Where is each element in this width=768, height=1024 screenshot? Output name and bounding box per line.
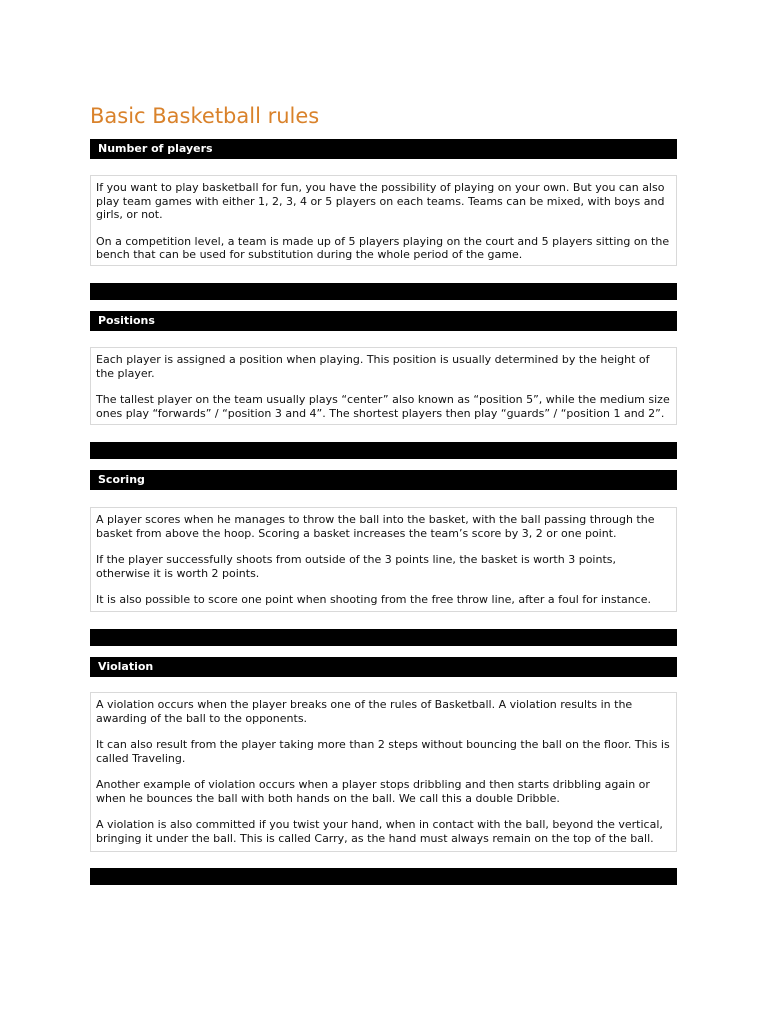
paragraph: A violation occurs when the player breaks one of the rules of Basketball. A violation results in the awarding of the ball to the opponents. — [96, 698, 633, 725]
section-divider — [90, 629, 677, 646]
paragraph: If you want to play basketball for fun, you have the possibility of playing on your own. But you can also play team games with either 1, 2, 3, 4 or 5 players on each teams. Teams can be mixed, with boys and girls, or not. — [96, 181, 665, 221]
paragraph: Each player is assigned a position when playing. This position is usually determined by the height of the player. — [96, 353, 650, 380]
section-positions — [90, 311, 677, 331]
section-scoring — [90, 470, 677, 490]
section-divider — [90, 442, 677, 459]
paragraph: Another example of violation occurs when a player stops dribbling and then starts dribbling again or when he bounces the ball with both hands on the ball. We call this a double Dribble. — [96, 778, 650, 805]
paragraph: It can also result from the player taking more than 2 steps without bouncing the ball on the floor. This is called Traveling. — [96, 738, 670, 765]
section-body — [90, 175, 677, 266]
paragraph: On a competition level, a team is made up of 5 players playing on the court and 5 players sitting on the bench that can be used for substitution during the whole period of the game. — [96, 234, 670, 261]
section-heading: Number of players — [90, 139, 677, 159]
section-heading: Positions — [90, 311, 677, 331]
paragraph: It is also possible to score one point when shooting from the free throw line, after a foul for instance. — [96, 593, 651, 606]
paragraph: If the player successfully shoots from outside of the 3 points line, the basket is worth 3 points, otherwise it is worth 2 points. — [96, 553, 616, 580]
section-heading: Scoring — [90, 470, 677, 490]
section-body — [90, 347, 677, 425]
section-divider — [90, 868, 677, 885]
section-body — [90, 507, 677, 612]
paragraph: A violation is also committed if you twist your hand, when in contact with the ball, beyond the vertical, bringing it under the ball. This is called Carry, as the hand must always remain on the top of the ball. — [96, 818, 663, 845]
paragraph: The tallest player on the team usually plays “center” also known as “position 5”, while the medium size ones play “forwards” / “position 3 and 4”. The shortest players then play “guards” / “position 1 and 2”. — [96, 393, 670, 420]
section-body — [90, 692, 677, 852]
section-divider — [90, 283, 677, 300]
page-title: Basic Basketball rules — [90, 104, 320, 128]
section-violation — [90, 657, 677, 677]
paragraph: A player scores when he manages to throw the ball into the basket, with the ball passing through the basket from above the hoop. Scoring a basket increases the team’s score by 3, 2 or one point. — [96, 513, 655, 540]
section-heading: Violation — [90, 657, 677, 677]
section-number-of-players — [90, 139, 677, 159]
